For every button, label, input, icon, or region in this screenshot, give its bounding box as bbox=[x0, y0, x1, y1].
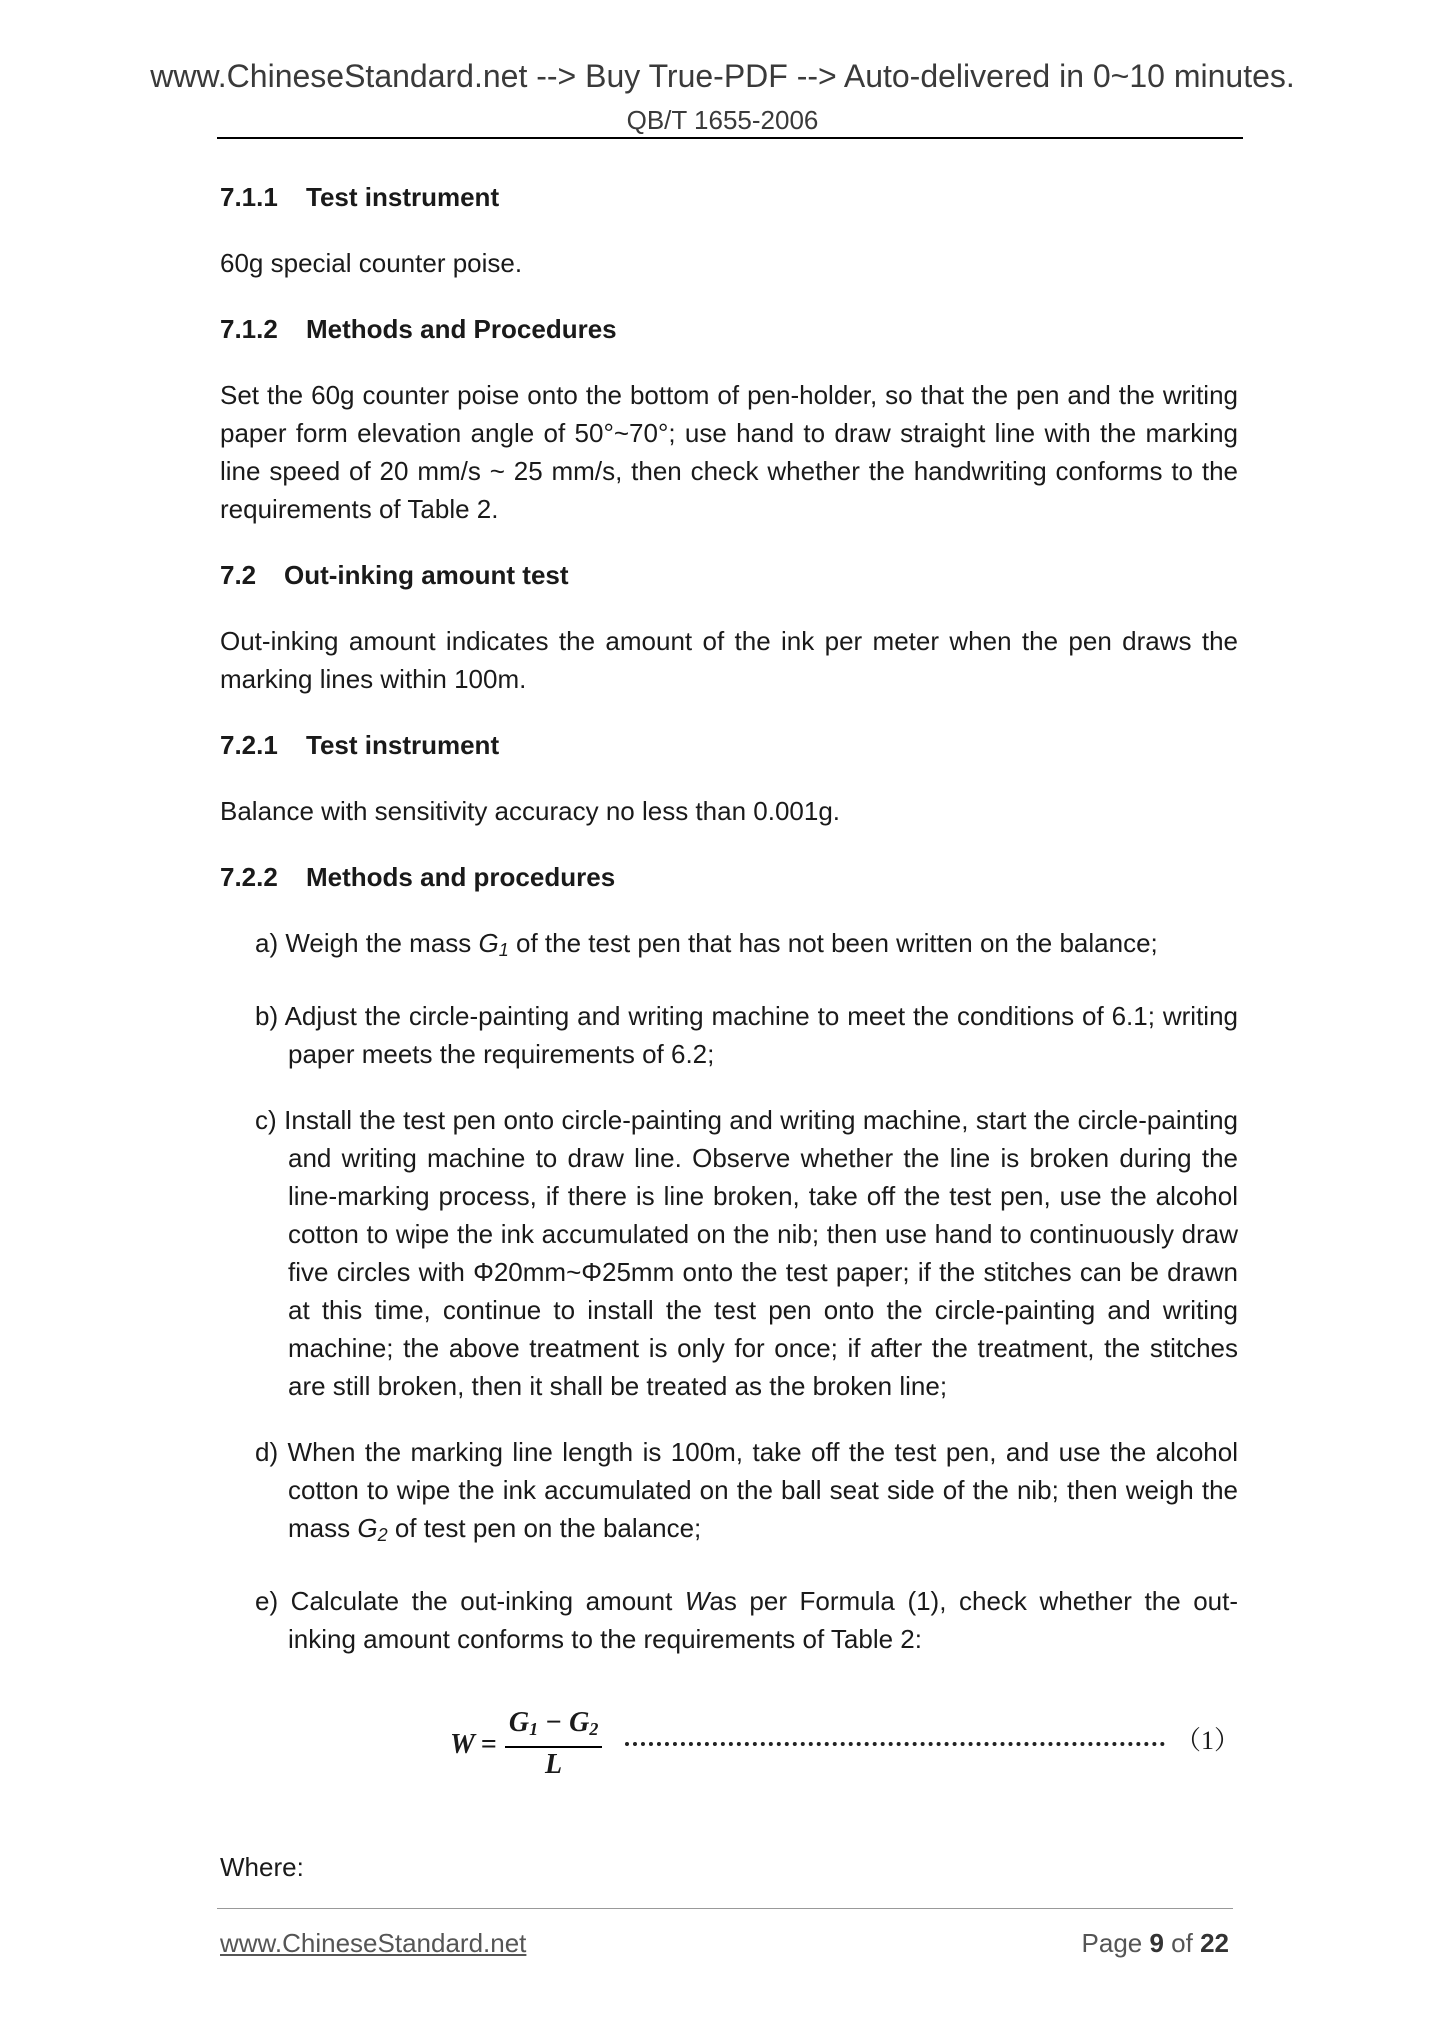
page-indicator: Page 9 of 22 bbox=[1081, 1928, 1229, 1958]
list-item-b: b) Adjust the circle-painting and writing machine to meet the conditions of 6.1; writing paper meets the requirements of 6.2; bbox=[255, 1001, 1238, 1069]
heading-title: Test instrument bbox=[306, 182, 500, 212]
heading-number: 7.2.2 bbox=[220, 862, 278, 892]
formula-number: （1） bbox=[1175, 1726, 1241, 1755]
header-banner: www.ChineseStandard.net --> Buy True-PDF --> Auto-delivered in 0~10 minutes. bbox=[150, 58, 1295, 94]
heading-title: Methods and procedures bbox=[306, 862, 616, 892]
heading-7-2 bbox=[220, 556, 1238, 594]
heading-title: Test instrument bbox=[306, 730, 500, 760]
formula-leader-dots bbox=[625, 1738, 1165, 1746]
list-item-a: a) Weigh the mass $G_1$ of the test pen that has not been written on the balance; bbox=[255, 928, 1158, 960]
paragraph-7-2: Out-inking amount indicates the amount of the ink per meter when the pen draws the marking lines within 100m. bbox=[220, 626, 1238, 694]
list-item-c: c) Install the test pen onto circle-painting and writing machine, start the circle-painting and writing machine to draw line. Observe whether the line is broken during the line-marking process, if there is line broken, take off the test pen, use the alcohol cotton to wipe the ink accumulated on the nib; then use hand to continuously draw five circles with Φ20mm~Φ25mm onto the test paper; if the stitches can be drawn at this time, continue to install the test pen onto the circle-painting and writing machine; the above treatment is only for once; if after the treatment, the stitches are still broken, then it shall be treated as the broken line; bbox=[255, 1105, 1238, 1401]
paragraph-7-1-1: 60g special counter poise. bbox=[220, 248, 523, 278]
document-body bbox=[220, 170, 1241, 1914]
heading-number: 7.1.1 bbox=[220, 182, 278, 212]
heading-number: 7.2.1 bbox=[220, 730, 278, 760]
formula-1 bbox=[220, 1707, 1241, 1788]
heading-7-1-1 bbox=[220, 178, 1238, 216]
formula-expression: W = $\frac{G_1 - G_2}{L}$ bbox=[450, 1708, 610, 1782]
list-item-e: e) Calculate the out-inking amount Was per Formula (1), check whether the out-inking amount conforms to the requirements of Table 2: bbox=[255, 1586, 1238, 1654]
standard-number: QB/T 1655-2006 bbox=[626, 105, 819, 135]
heading-title: Out-inking amount test bbox=[284, 560, 569, 590]
header-divider bbox=[217, 137, 1243, 139]
paragraph-7-2-1: Balance with sensitivity accuracy no less than 0.001g. bbox=[220, 796, 841, 826]
heading-number: 7.2 bbox=[220, 560, 257, 590]
heading-7-1-2 bbox=[220, 310, 1238, 348]
heading-7-2-1 bbox=[220, 726, 1238, 764]
heading-title: Methods and Procedures bbox=[306, 314, 617, 344]
heading-number: 7.1.2 bbox=[220, 314, 278, 344]
formula-fraction: $\frac{G_1 - G_2}{L}$ bbox=[505, 1708, 602, 1782]
where-label: Where: bbox=[220, 1852, 304, 1882]
list-item-d: d) When the marking line length is 100m, take off the test pen, and use the alcohol cotton to wipe the ink accumulated on the ball seat side of the nib; then weigh the mass $G_2$ of test pen on the balance; bbox=[255, 1437, 1238, 1545]
paragraph-7-1-2: Set the 60g counter poise onto the bottom of pen-holder, so that the pen and the writing paper form elevation angle of 50°~70°; use hand to draw straight line with the marking line speed of 20 mm/s ~ 25 mm/s, then check whether the handwriting conforms to the requirements of Table 2. bbox=[220, 380, 1238, 524]
footer-site-link[interactable]: www.ChineseStandard.net bbox=[220, 1928, 527, 1958]
footer-divider bbox=[217, 1908, 1233, 1909]
heading-7-2-2 bbox=[220, 858, 1238, 896]
